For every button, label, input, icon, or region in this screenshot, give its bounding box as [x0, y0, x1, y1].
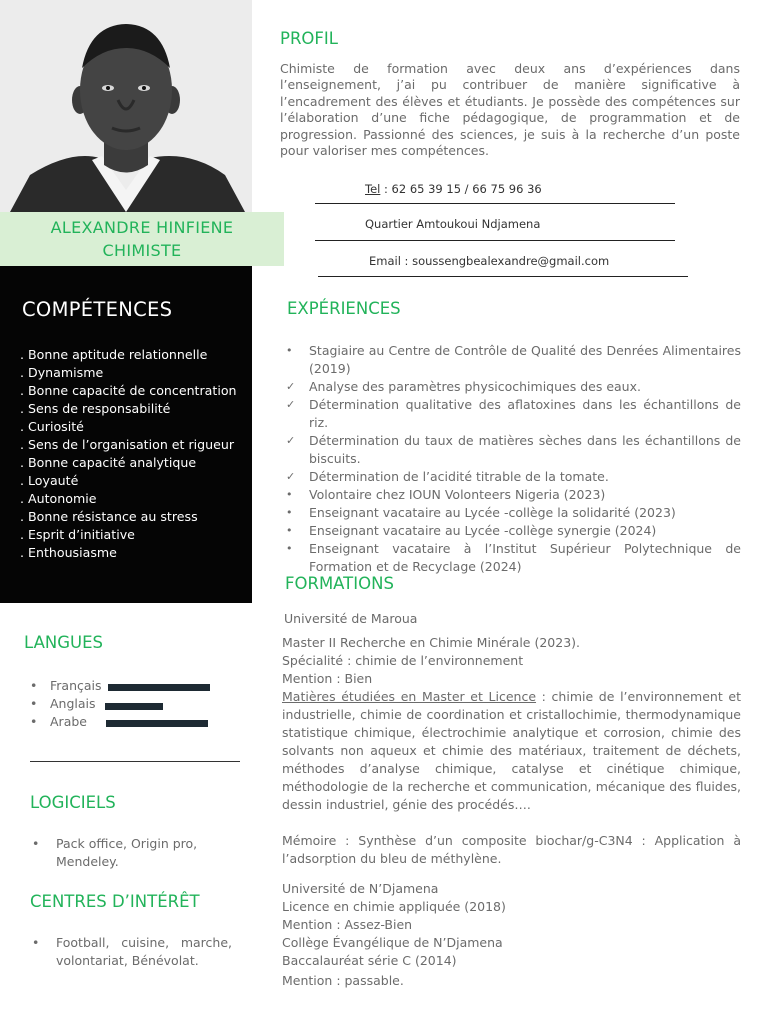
competence-item: . Esprit d’initiative	[20, 526, 237, 544]
experience-item: • Enseignant vacataire au Lycée -collège synergie (2024)	[286, 523, 657, 538]
competence-item: . Bonne aptitude relationnelle	[20, 346, 237, 364]
competence-item: . Bonne résistance au stress	[20, 508, 237, 526]
phone-label: Tel	[365, 182, 381, 196]
language-row	[30, 696, 96, 711]
portrait-illustration	[0, 0, 252, 212]
experience-item: • Stagiaire au Centre de Contrôle de Qualité des Denrées Alimentaires (2019)	[286, 343, 741, 376]
competence-item: . Curiosité	[20, 418, 237, 436]
bullet-icon: •	[30, 714, 38, 729]
contact-email: Email : soussengbealexandre@gmail.com	[369, 254, 610, 268]
experience-item: • Enseignant vacataire à l’Institut Supérieur Polytechnique de Formation et de Recyclage (2024)	[286, 541, 741, 574]
checkmark-icon: ✓	[286, 380, 296, 393]
bullet-icon: •	[32, 935, 40, 950]
experience-item: ✓ Analyse des paramètres physicochimiques des eaux.	[286, 379, 641, 394]
formation-master-block	[282, 634, 741, 814]
phone-value: : 62 65 39 15 / 66 75 96 36	[380, 182, 542, 196]
language-name: Anglais	[50, 696, 96, 711]
contact-divider	[315, 203, 675, 204]
langues-title: LANGUES	[24, 633, 103, 652]
checkmark-icon: ✓	[286, 434, 296, 447]
language-level-bar	[108, 684, 210, 691]
competence-item: . Sens de l’organisation et rigueur	[20, 436, 237, 454]
bullet-icon: •	[30, 696, 38, 711]
matieres-text: : chimie de l’environnement et industrielle, chimie de coordination et cristallochimie, thermodynamique statistique chimique, électrochimie analytique et corrosion, chimie des solvants non aqueux et chimie des matériaux, traitement de déchets, méthodes d’analyse chimique, catalyse et cinétique chimique, méthodologie de la recherche et communication, mécanique des fluides, dessin industriel, génie des procédés….	[282, 689, 741, 812]
competence-item: . Dynamisme	[20, 364, 237, 382]
formation-university: Université de Maroua	[284, 611, 418, 626]
formation-matieres	[282, 688, 741, 814]
competence-item: . Enthousiasme	[20, 544, 237, 562]
language-row	[30, 678, 102, 693]
bullet-icon: •	[286, 524, 293, 537]
formation-mention: Mention : Assez-Bien	[282, 917, 413, 932]
formation-specialite: Spécialité : chimie de l’environnement	[282, 653, 524, 668]
profil-text: Chimiste de formation avec deux ans d’expériences dans l’enseignement, j’ai pu contribuer de manière significative à l’encadrement des élèves et étudiants. Je possède des compétences sur l’élaboration d’une fiche pédagogique, de programmation et de progression. Passionné des sciences, je suis à la recherche d’un poste pour valoriser mes compétences.	[280, 61, 740, 159]
bullet-icon: •	[286, 506, 293, 519]
bullet-icon: •	[286, 488, 293, 501]
formation-memoire: Mémoire : Synthèse d’un composite biochar/g-C3N4 : Application à l’adsorption du bleu de méthylène.	[282, 833, 741, 866]
formation-degree: Master II Recherche en Chimie Minérale (2023).	[282, 635, 580, 650]
language-name: Arabe	[50, 714, 87, 729]
contact-phone	[365, 182, 542, 196]
profile-photo	[0, 0, 252, 212]
bullet-icon: •	[286, 344, 293, 357]
formation-other-block	[282, 880, 741, 990]
language-row	[30, 714, 87, 729]
experience-item: • Volontaire chez IOUN Volonteers Nigeria (2023)	[286, 487, 606, 502]
formations-title: FORMATIONS	[285, 574, 394, 593]
experience-item: ✓ Détermination de l’acidité titrable de la tomate.	[286, 469, 609, 484]
language-name: Français	[50, 678, 102, 693]
contact-divider	[318, 276, 688, 277]
checkmark-icon: ✓	[286, 398, 296, 411]
competences-title: COMPÉTENCES	[22, 298, 173, 321]
logiciels-text: Pack office, Origin pro, Mendeley.	[56, 836, 198, 869]
competence-item: . Bonne capacité de concentration	[20, 382, 237, 400]
language-level-bar	[106, 720, 208, 727]
matieres-label: Matières étudiées en Master et Licence	[282, 689, 537, 704]
competence-item: . Autonomie	[20, 490, 237, 508]
bullet-icon: •	[30, 678, 38, 693]
checkmark-icon: ✓	[286, 470, 296, 483]
experience-item: ✓ Détermination qualitative des aflatoxines dans les échantillons de riz.	[286, 397, 741, 430]
logiciels-item	[32, 835, 232, 871]
interets-title: CENTRES D’INTÉRÊT	[30, 892, 200, 911]
experience-item: • Enseignant vacataire au Lycée -collège la solidarité (2023)	[286, 505, 676, 520]
logiciels-title: LOGICIELS	[30, 793, 116, 812]
interets-item	[32, 934, 232, 970]
candidate-name: ALEXANDRE HINFIENE	[50, 218, 234, 237]
profil-title: PROFIL	[280, 29, 338, 48]
formation-degree: Licence en chimie appliquée (2018)	[282, 899, 506, 914]
language-level-bar	[105, 703, 163, 710]
name-box	[0, 212, 284, 266]
experiences-list	[286, 342, 741, 576]
contact-divider	[315, 240, 675, 241]
candidate-job-title: CHIMISTE	[102, 241, 182, 260]
bullet-icon: •	[286, 542, 293, 555]
formation-mention: Mention : passable.	[282, 973, 404, 988]
competences-list	[20, 346, 237, 562]
competence-item: . Sens de responsabilité	[20, 400, 237, 418]
langues-divider	[30, 761, 240, 762]
interets-text: Football, cuisine, marche, volontariat, Bénévolat.	[56, 935, 232, 968]
competence-item: . Bonne capacité analytique	[20, 454, 237, 472]
bullet-icon: •	[32, 836, 40, 851]
formation-mention: Mention : Bien	[282, 671, 373, 686]
contact-address: Quartier Amtoukoui Ndjamena	[365, 217, 541, 231]
formation-school: Collège Évangélique de N’Djamena	[282, 935, 503, 950]
formation-university: Université de N’Djamena	[282, 881, 439, 896]
experiences-title: EXPÉRIENCES	[287, 299, 401, 318]
experience-item: ✓ Détermination du taux de matières sèches dans les échantillons de biscuits.	[286, 433, 741, 466]
competence-item: . Loyauté	[20, 472, 237, 490]
formation-degree: Baccalauréat série C (2014)	[282, 953, 457, 968]
